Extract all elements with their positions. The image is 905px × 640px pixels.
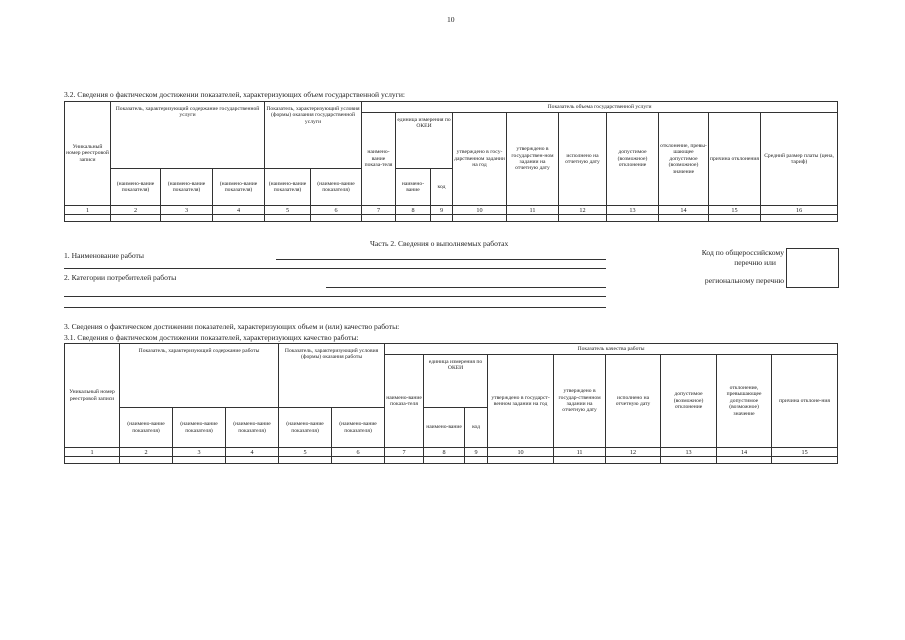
column-number: 15 [772, 448, 838, 457]
conditions-indicator-header: Показатель, характеризующий условия (формы) оказания государственной услуги [265, 102, 362, 169]
data-cell[interactable] [772, 457, 838, 464]
conditions-indicator-1: (наимено-вание показателя) [265, 169, 311, 206]
column-number: 2 [120, 448, 173, 457]
data-cell[interactable] [65, 457, 120, 464]
content-indicator-header: Показатель, характеризующий содержание государственной услуги [111, 102, 265, 169]
data-cell[interactable] [362, 215, 396, 222]
column-number: 3 [161, 206, 213, 215]
column-number: 9 [465, 448, 488, 457]
column-number: 2 [111, 206, 161, 215]
consumers-label: 2. Категории потребителей работы [64, 273, 177, 282]
column-number: 11 [507, 206, 559, 215]
okei-unit-header: единица измерения по ОКЕИ [396, 113, 453, 169]
column-number: 10 [488, 448, 554, 457]
column-number: 12 [559, 206, 607, 215]
data-cell[interactable] [111, 215, 161, 222]
deviation-reason-header: причина отклонения [709, 113, 761, 206]
column-number: 3 [173, 448, 226, 457]
okei-unit-code-header: код [465, 408, 488, 448]
content-indicator-2: (наимено-вание показателя) [161, 169, 213, 206]
content-indicator-header: Показатель, характеризующий содержание работы [120, 344, 279, 408]
column-number: 1 [65, 448, 120, 457]
approved-date-header: утверждено в государствен-ном задании на отчетную дату [507, 113, 559, 206]
consumers-line-3[interactable] [64, 307, 606, 308]
data-cell[interactable] [424, 457, 465, 464]
data-cell[interactable] [453, 215, 507, 222]
data-cell[interactable] [661, 457, 717, 464]
work-name-line[interactable] [276, 259, 606, 260]
consumers-line-2[interactable] [64, 296, 606, 297]
column-number: 4 [226, 448, 279, 457]
consumers-line[interactable] [326, 287, 606, 288]
average-price-header: Средний размер платы (цена, тариф) [761, 113, 838, 206]
unique-number-header: Уникальный номер реестровой записи [65, 102, 111, 206]
quality-table [64, 343, 838, 464]
column-number: 11 [554, 448, 606, 457]
data-cell[interactable] [507, 215, 559, 222]
conditions-indicator-2: (наимено-вание показателя) [311, 169, 362, 206]
allowed-deviation-header: допустимое (возможное) отклонение [661, 355, 717, 448]
data-cell[interactable] [65, 215, 111, 222]
page-number: 10 [447, 15, 455, 24]
section-3-title: 3. Сведения о фактическом достижении показателей, характеризующих объем и (или) качество работы: [64, 322, 400, 331]
data-cell[interactable] [332, 457, 385, 464]
part-2-title: Часть 2. Сведения о выполняемых работах [370, 239, 509, 248]
data-cell[interactable] [488, 457, 554, 464]
data-cell[interactable] [709, 215, 761, 222]
allowed-deviation-header: допустимое (возможное) отклонение [607, 113, 659, 206]
data-cell[interactable] [120, 457, 173, 464]
exceeding-deviation-header: отклонение, превышающее допустимое (возможное) значение [717, 355, 772, 448]
column-number: 16 [761, 206, 838, 215]
column-number: 14 [659, 206, 709, 215]
conditions-indicator-1: (наимено-вание показателя) [279, 408, 332, 448]
conditions-indicator-header: Показатель, характеризующий условия (формы) оказания работы [279, 344, 385, 408]
empty-data-row [65, 457, 838, 464]
list-code-box[interactable] [786, 248, 839, 288]
empty-data-row [65, 215, 838, 222]
column-number: 5 [265, 206, 311, 215]
okei-unit-name-header: наимено-вание [424, 408, 465, 448]
data-cell[interactable] [607, 215, 659, 222]
column-number: 12 [606, 448, 661, 457]
data-cell[interactable] [606, 457, 661, 464]
content-indicator-2: (наимено-вание показателя) [173, 408, 226, 448]
work-name-label: 1. Наименование работы [64, 251, 144, 260]
data-cell[interactable] [161, 215, 213, 222]
column-number: 9 [431, 206, 453, 215]
code-label-1: Код по общероссийскому [701, 248, 784, 257]
approved-year-header: утверждено в госу-дарственном задании на год [453, 113, 507, 206]
data-cell[interactable] [554, 457, 606, 464]
data-cell[interactable] [279, 457, 332, 464]
data-cell[interactable] [431, 215, 453, 222]
data-cell[interactable] [226, 457, 279, 464]
data-cell[interactable] [173, 457, 226, 464]
column-number: 10 [453, 206, 507, 215]
column-number: 6 [311, 206, 362, 215]
column-number: 14 [717, 448, 772, 457]
content-indicator-1: (наимено-вание показателя) [120, 408, 173, 448]
column-number: 13 [661, 448, 717, 457]
fact-header: исполнено на отчетную дату [606, 355, 661, 448]
column-number: 7 [362, 206, 396, 215]
okei-unit-code-header: код [431, 169, 453, 206]
okei-unit-name-header: наимено-вание [396, 169, 431, 206]
content-indicator-1: (наимено-вание показателя) [111, 169, 161, 206]
unique-number-header: Уникальный номер реестровой записи [65, 344, 120, 448]
exceeding-deviation-header: отклонение, превы-шающее допустимое (возможное) значение [659, 113, 709, 206]
data-cell[interactable] [265, 215, 311, 222]
column-number: 7 [385, 448, 424, 457]
column-number: 8 [396, 206, 431, 215]
column-number: 15 [709, 206, 761, 215]
column-number: 8 [424, 448, 465, 457]
column-number: 4 [213, 206, 265, 215]
data-cell[interactable] [659, 215, 709, 222]
indicator-name-header: наимено-вание показа-теля [385, 355, 424, 448]
okei-unit-header: единица измерения по ОКЕИ [424, 355, 488, 408]
work-name-line-2[interactable] [64, 268, 606, 269]
data-cell[interactable] [465, 457, 488, 464]
column-number: 5 [279, 448, 332, 457]
data-cell[interactable] [761, 215, 838, 222]
data-cell[interactable] [213, 215, 265, 222]
column-number: 6 [332, 448, 385, 457]
indicator-name-header: наимено-вание показа-теля [362, 113, 396, 206]
conditions-indicator-2: (наимено-вание показателя) [332, 408, 385, 448]
section-32-title: 3.2. Сведения о фактическом достижении показателей, характеризующих объем государственной услуги: [64, 90, 406, 99]
code-label-3: региональному перечню [704, 276, 784, 285]
volume-table [64, 101, 838, 222]
data-cell[interactable] [311, 215, 362, 222]
data-cell[interactable] [385, 457, 424, 464]
code-label-2: перечню или [734, 258, 776, 267]
column-number: 1 [65, 206, 111, 215]
content-indicator-3: (наимено-вание показателя) [213, 169, 265, 206]
fact-header: исполнено на отчетную дату [559, 113, 607, 206]
approved-date-header: утверждено в государ-ственном задании на отчетную дату [554, 355, 606, 448]
data-cell[interactable] [717, 457, 772, 464]
volume-indicator-header: Показатель объема государственной услуги [362, 102, 838, 113]
approved-year-header: утверждено в государст-венном задании на год [488, 355, 554, 448]
column-number: 13 [607, 206, 659, 215]
data-cell[interactable] [396, 215, 431, 222]
deviation-reason-header: причина отклоне-ния [772, 355, 838, 448]
data-cell[interactable] [559, 215, 607, 222]
quality-indicator-header: Показатель качества работы [385, 344, 838, 355]
section-31-title: 3.1. Сведения о фактическом достижении показателей, характеризующих качество работы: [64, 333, 359, 342]
content-indicator-3: (наимено-вание показателя) [226, 408, 279, 448]
